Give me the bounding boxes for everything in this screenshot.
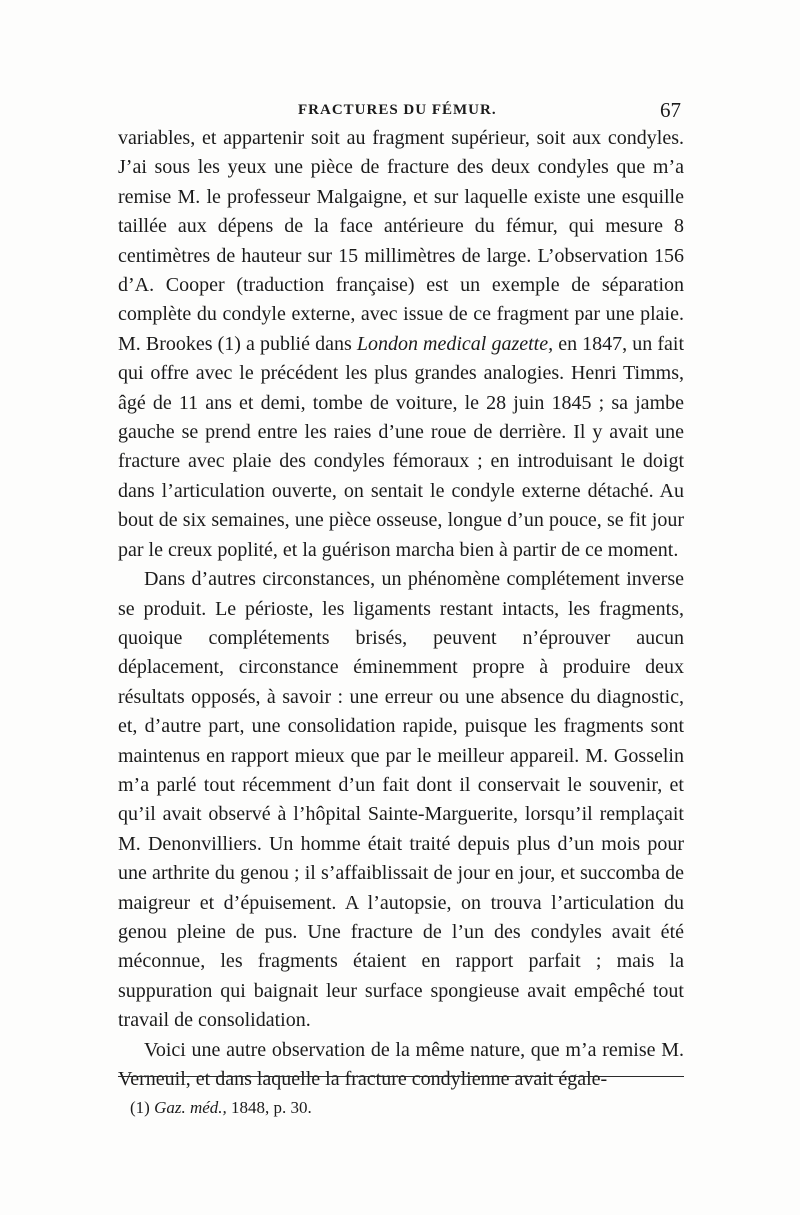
paragraph-3: [118, 1036, 684, 1095]
paragraph-2: [118, 565, 684, 1036]
paragraph-3-run-1: Voici une autre observation de la même nature, que m’a remise M. Verneuil, et dans laquelle la fracture condylienne avait égale-: [118, 1038, 684, 1090]
footnote: [130, 1096, 312, 1120]
page-number: 67: [660, 98, 681, 122]
footnote-marker: (1): [130, 1098, 150, 1117]
footnote-details: 1848, p. 30.: [231, 1098, 312, 1117]
footnote-source: Gaz. méd.,: [154, 1098, 227, 1117]
running-head: [118, 98, 683, 126]
body-text: [118, 124, 684, 1094]
journal-title: London medical gazette,: [356, 332, 554, 355]
paragraph-1: [118, 124, 684, 565]
footnote-rule: [118, 1076, 684, 1077]
running-title: FRACTURES DU FÉMUR.: [298, 102, 497, 118]
paragraph-2-run-1: Dans d’autres circonstances, un phénomène complétement inverse se produit. Le périoste, les ligaments restant intacts, les fragments, quoique complétements brisés, peuvent n’éprouver aucun déplacement, circonstance éminemment propre à produire deux résultats opposés, à savoir : une erreur ou une absence du diagnostic, et, d’autre part, une consolidation rapide, puisque les fragments sont maintenus en rapport mieux que par le meilleur appareil. M. Gosselin m’a parlé tout récemment d’un fait dont il conservait le souvenir, et qu’il avait observé à l’hôpital Sainte-Marguerite, lorsqu’il remplaçait M. Denonvilliers. Un homme était traité depuis plus d’un mois pour une arthrite du genou ; il s’affaiblissait de jour en jour, et succomba de maigreur et d’épuisement. A l’autopsie, on trouva l’articulation du genou pleine de pus. Une fracture de l’un des condyles avait été méconnue, les fragments étaient en rapport parfait ; mais la suppuration qui baignait leur surface spongieuse avait empêché tout travail de consolidation.: [118, 568, 684, 1032]
paragraph-1-run-1: variables, et appartenir soit au fragment supérieur, soit aux condyles. J’ai sous les yeux une pièce de fracture des deux condyles que m’a remise M. le professeur Malgaigne, et sur laquelle existe une esquille taillée aux dépens de la face antérieure du fémur, qui mesure 8 centimètres de hauteur sur 15 millimètres de large. L’observation 156 d’A. Cooper (traduction française) est un exemple de séparation complète du condyle externe, avec issue de ce fragment par une plaie. M. Brookes (1) a publié dans: [118, 127, 684, 355]
paragraph-1-run-3: en 1847, un fait qui offre avec le précédent les plus grandes analogies. Henri Timms, âgé de 11 ans et demi, tombe de voiture, le 28 juin 1845 ; sa jambe gauche se prend entre les raies d’une roue de derrière. Il y avait une fracture avec plaie des condyles fémoraux ; en introduisant le doigt dans l’articulation ouverte, on sentait le condyle externe détaché. Au bout de six semaines, une pièce osseuse, longue d’un pouce, se fit jour par le creux poplité, et la guérison marcha bien à partir de ce moment.: [118, 332, 684, 561]
